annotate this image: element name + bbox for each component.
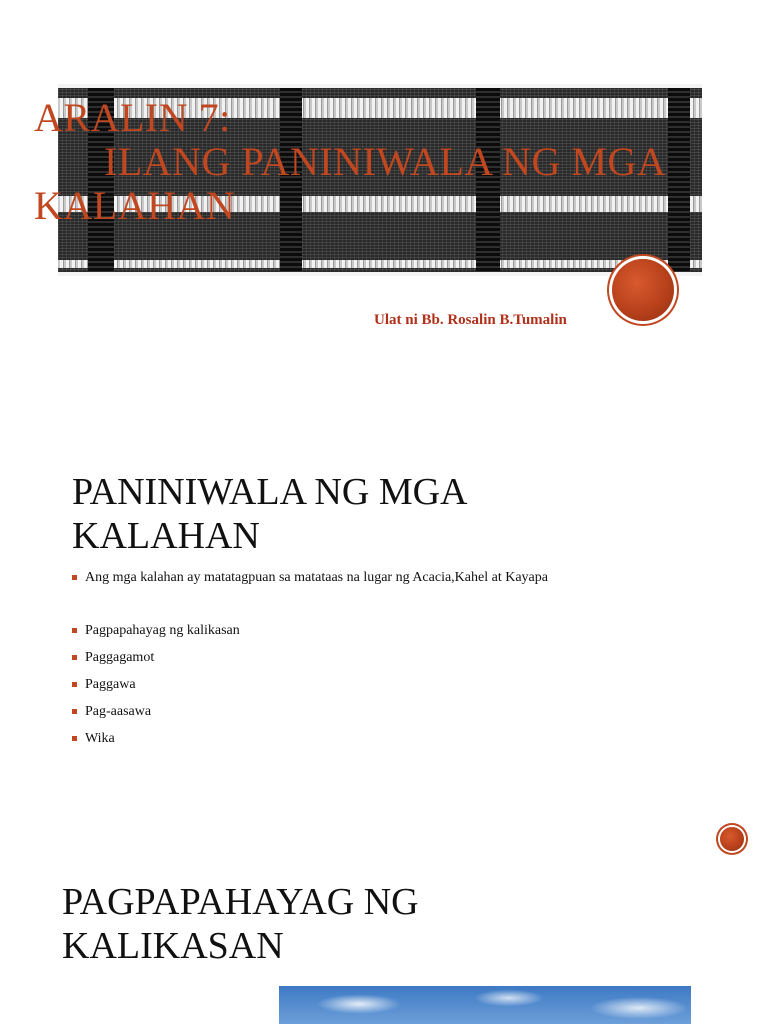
list-item: Wika <box>72 725 240 752</box>
list-item: Paggagamot <box>72 644 240 671</box>
slide3-title <box>62 880 419 968</box>
list-item: Paggawa <box>72 671 240 698</box>
intro-bullet-list <box>72 564 548 591</box>
slide3-title-line2: KALIKASAN <box>62 925 284 967</box>
topic-bullet-list <box>72 617 240 752</box>
slide1-title-line2: ILANG PANINIWALA NG MGA <box>104 139 667 184</box>
list-item: Pagpapahayag ng kalikasan <box>72 617 240 644</box>
list-item: Ang mga kalahan ay matatagpuan sa matataas na lugar ng Acacia,Kahel at Kayapa <box>72 564 548 591</box>
slide2-title-line2: KALAHAN <box>72 515 260 557</box>
slide1-title-line3: KALAHAN <box>34 183 236 228</box>
sky-photo <box>279 986 691 1024</box>
decorative-circle-icon <box>612 259 674 321</box>
decorative-circle-icon <box>720 827 744 851</box>
slide1-title <box>34 96 724 228</box>
slide1-title-line1: ARALIN 7: <box>34 95 231 140</box>
slide2-title <box>72 470 468 558</box>
slide3-title-line1: PAGPAPAHAYAG NG <box>62 881 419 923</box>
reporter-credit: Ulat ni Bb. Rosalin B.Tumalin <box>374 312 567 328</box>
list-item: Pag-aasawa <box>72 698 240 725</box>
slide2-title-line1: PANINIWALA NG MGA <box>72 471 468 513</box>
